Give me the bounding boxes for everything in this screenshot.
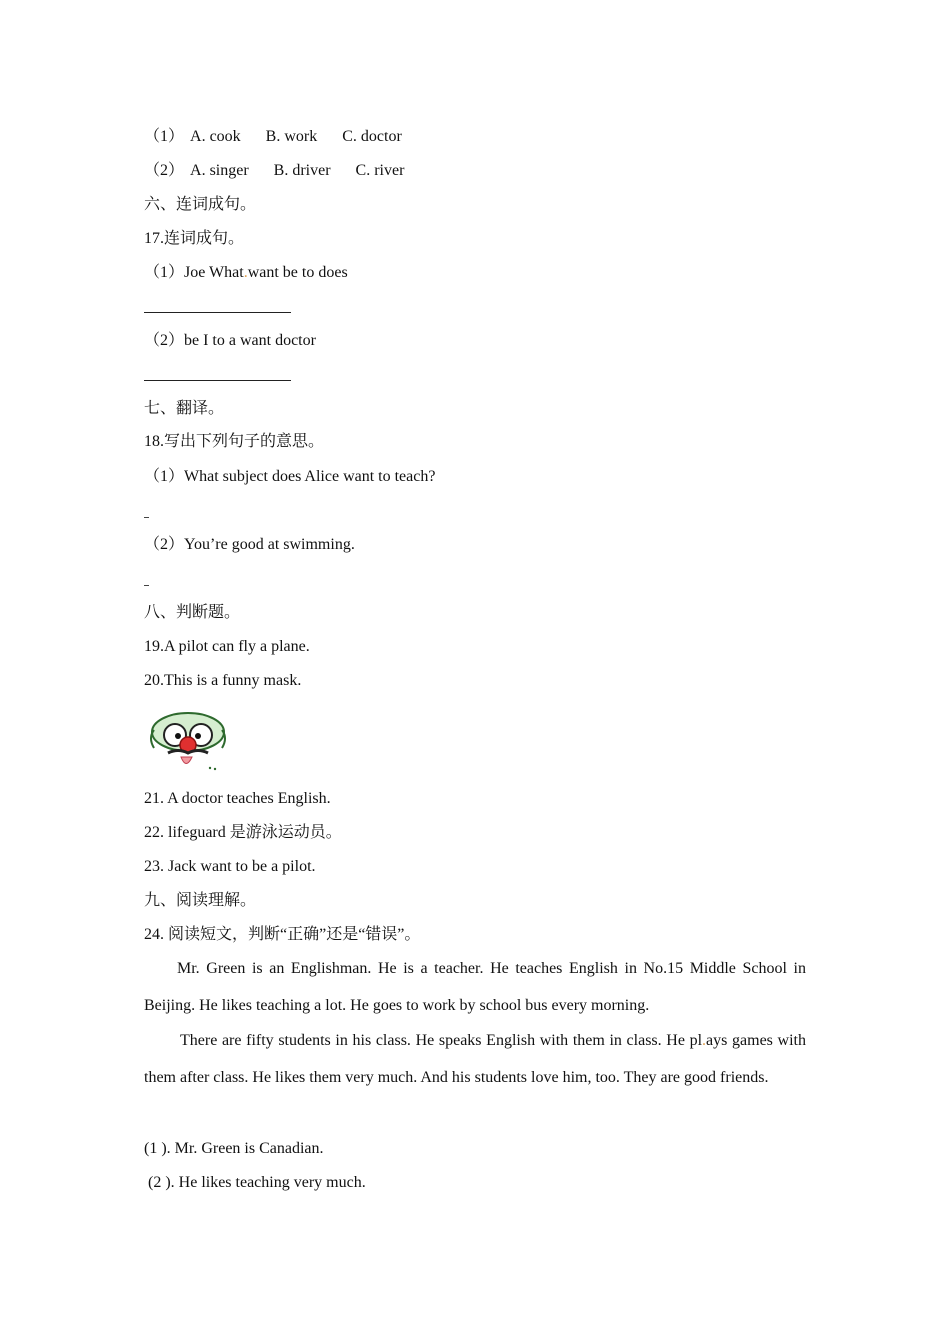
paragraph-text: There are fifty students in his class. He speaks English with them in class. He pl <box>180 1032 703 1049</box>
option-a: A. cook <box>190 128 241 145</box>
q16-option-row-1 <box>144 127 402 147</box>
paragraph-text: ays games with them after class. He likes them very much. And his students love him, too. They are good friends. <box>144 1032 806 1086</box>
item-text: （1）Joe What <box>144 264 244 281</box>
answer-line <box>144 312 291 313</box>
question-17-item-2: （2）be I to a want doctor <box>144 332 316 349</box>
option-b: B. work <box>265 128 318 145</box>
funny-mask-image <box>144 708 228 774</box>
reading-paragraph-2 <box>144 1022 806 1096</box>
question-19: 19.A pilot can fly a plane. <box>144 638 310 655</box>
reading-paragraph-1: Mr. Green is an Englishman. He is a teacher. He teaches English in No.15 Middle School in Beijing. He likes teaching a lot. He goes to work by school bus every morning. <box>144 960 806 1014</box>
section-9-heading: 九、阅读理解。 <box>144 892 257 909</box>
question-21: 21. A doctor teaches English. <box>144 790 331 807</box>
question-22: 22. lifeguard 是游泳运动员。 <box>144 824 342 841</box>
q16-option-row-2 <box>144 161 404 181</box>
option-a: A. singer <box>190 162 249 179</box>
question-17: 17.连词成句。 <box>144 230 245 247</box>
item-text: want be to does <box>247 264 348 281</box>
section-7-heading: 七、翻译。 <box>144 400 225 417</box>
option-c: C. river <box>355 162 405 179</box>
question-17-item-1 <box>144 263 348 283</box>
answer-mark <box>144 585 149 586</box>
answer-line <box>144 380 291 381</box>
statement-2: (2 ). He likes teaching very much. <box>144 1174 366 1191</box>
question-24: 24. 阅读短文，判断“正确”还是“错误”。 <box>144 926 421 943</box>
section-8-heading: 八、判断题。 <box>144 604 241 621</box>
question-18-item-1: （1）What subject does Alice want to teach? <box>144 468 436 485</box>
question-18: 18.写出下列句子的意思。 <box>144 433 325 450</box>
answer-mark <box>144 517 149 518</box>
stray-dot: . <box>702 1032 707 1049</box>
question-23: 23. Jack want to be a pilot. <box>144 858 316 875</box>
question-18-item-2: （2）You’re good at swimming. <box>144 536 355 553</box>
option-number: （2） <box>144 162 185 179</box>
option-c: C. doctor <box>342 128 402 145</box>
statement-1: (1 ). Mr. Green is Canadian. <box>144 1140 324 1157</box>
section-6-heading: 六、连词成句。 <box>144 196 257 213</box>
option-number: （1） <box>144 128 185 145</box>
option-b: B. driver <box>273 162 331 179</box>
stray-dot: . <box>243 264 248 281</box>
question-20: 20.This is a funny mask. <box>144 672 302 689</box>
